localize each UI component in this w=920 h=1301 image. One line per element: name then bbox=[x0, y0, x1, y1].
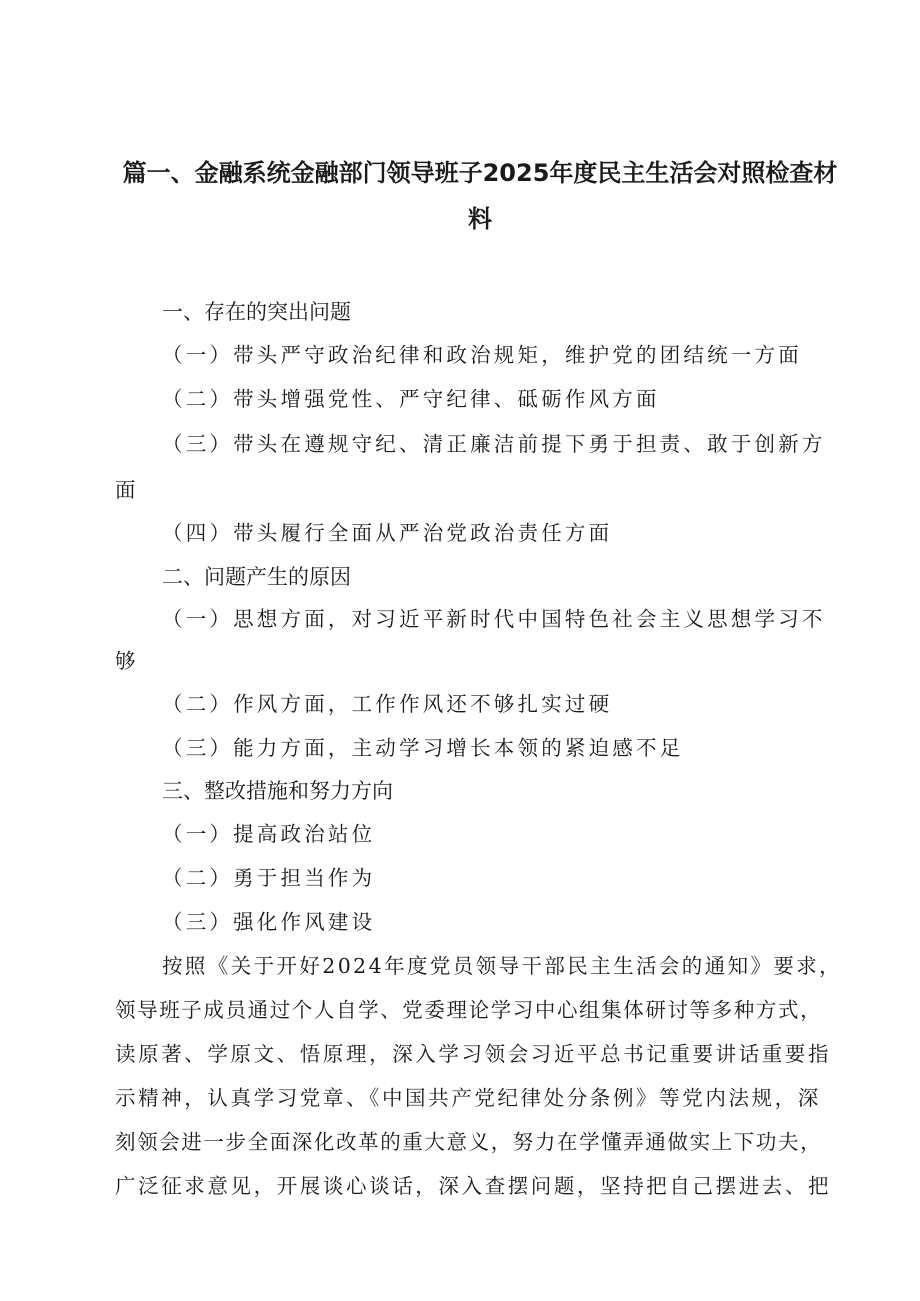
document-title-line-1: 篇一、金融系统金融部门领导班子2025年度民主生活会对照检查材 bbox=[122, 159, 838, 187]
paragraph-line: 领导班子成员通过个人自学、党委理论学习中心组集体研讨等多种方式， bbox=[115, 998, 823, 1022]
list-item: （一）提高政治站位 bbox=[162, 822, 376, 846]
section-heading-measures: 三、整改措施和努力方向 bbox=[162, 779, 393, 803]
document-title-line-2: 料 bbox=[468, 205, 492, 233]
list-item: （二）带头增强党性、严守纪律、砥砺作风方面 bbox=[162, 387, 660, 411]
paragraph-line: 刻领会进一步全面深化改革的重大意义，努力在学懂弄通做实上下功夫， bbox=[115, 1130, 823, 1154]
list-item-continuation: 够 bbox=[115, 649, 139, 673]
list-item: （三）强化作风建设 bbox=[162, 910, 376, 934]
list-item: （二）作风方面，工作作风还不够扎实过硬 bbox=[162, 692, 613, 716]
paragraph-line: 读原著、学原文、悟原理，深入学习领会习近平总书记重要讲话重要指 bbox=[115, 1042, 832, 1066]
paragraph-line: 按照《关于开好2024年度党员领导干部民主生活会的通知》要求， bbox=[162, 954, 843, 978]
list-item: （一）带头严守政治纪律和政治规矩，维护党的团结统一方面 bbox=[162, 343, 802, 367]
paragraph-line: 广泛征求意见，开展谈心谈话，深入查摆问题，坚持把自己摆进去、把 bbox=[115, 1174, 832, 1198]
section-heading-problems: 一、存在的突出问题 bbox=[162, 300, 351, 324]
list-item: （三）能力方面，主动学习增长本领的紧迫感不足 bbox=[162, 736, 684, 760]
section-heading-causes: 二、问题产生的原因 bbox=[162, 565, 351, 589]
list-item: （四）带头履行全面从严治党政治责任方面 bbox=[162, 521, 613, 545]
list-item-continuation: 面 bbox=[115, 478, 139, 502]
paragraph-line: 示精神，认真学习党章、《中国共产党纪律处分条例》等党内法规，深 bbox=[115, 1086, 821, 1110]
list-item: （一）思想方面，对习近平新时代中国特色社会主义思想学习不 bbox=[162, 607, 826, 631]
list-item: （三）带头在遵规守纪、清正廉洁前提下勇于担责、敢于创新方 bbox=[162, 432, 826, 456]
list-item: （二）勇于担当作为 bbox=[162, 866, 376, 890]
